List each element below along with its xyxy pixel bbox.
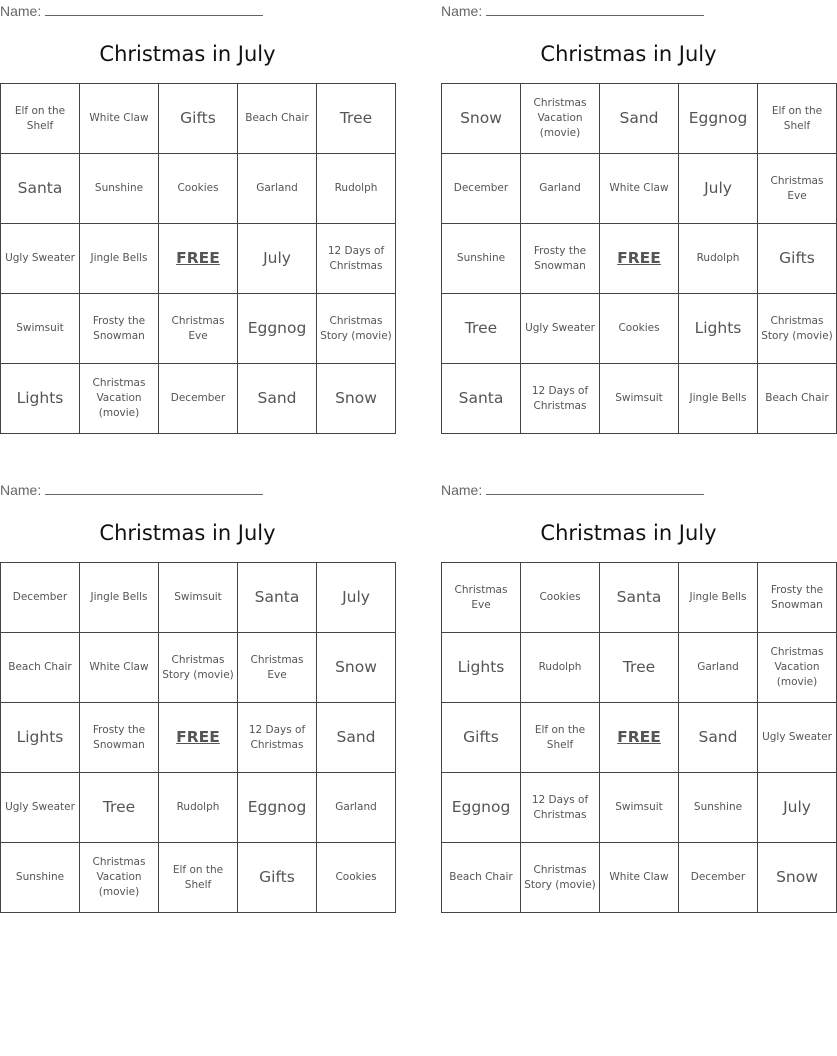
bingo-cell[interactable]: Lights: [679, 294, 758, 364]
name-field: [0, 481, 263, 498]
bingo-cell[interactable]: Ugly Sweater: [758, 703, 837, 773]
bingo-cell[interactable]: Jingle Bells: [80, 563, 159, 633]
bingo-cell[interactable]: December: [679, 843, 758, 913]
bingo-cell[interactable]: Sand: [238, 364, 317, 434]
bingo-cell[interactable]: Eggnog: [238, 294, 317, 364]
bingo-cell[interactable]: Santa: [442, 364, 521, 434]
bingo-card-2: [441, 0, 833, 434]
free-space-cell[interactable]: FREE: [159, 703, 238, 773]
bingo-cell[interactable]: Gifts: [159, 84, 238, 154]
bingo-cell[interactable]: Santa: [600, 563, 679, 633]
bingo-cell[interactable]: Sunshine: [442, 224, 521, 294]
name-label: Name:: [441, 3, 483, 19]
bingo-cell[interactable]: December: [442, 154, 521, 224]
bingo-cell[interactable]: Gifts: [442, 703, 521, 773]
bingo-row: [1, 224, 396, 294]
bingo-row: [1, 773, 396, 843]
bingo-grid: [441, 562, 837, 913]
bingo-row: [1, 364, 396, 434]
bingo-cell[interactable]: July: [679, 154, 758, 224]
bingo-cell[interactable]: Christmas Vacation (movie): [80, 843, 159, 913]
bingo-cell[interactable]: Garland: [679, 633, 758, 703]
bingo-cell[interactable]: Sand: [600, 84, 679, 154]
bingo-cell[interactable]: Jingle Bells: [679, 563, 758, 633]
bingo-cell[interactable]: Christmas Vacation (movie): [758, 633, 837, 703]
bingo-cell[interactable]: Rudolph: [159, 773, 238, 843]
bingo-cell[interactable]: Sunshine: [80, 154, 159, 224]
bingo-cell[interactable]: Cookies: [159, 154, 238, 224]
bingo-row: [442, 84, 837, 154]
name-underline[interactable]: [486, 481, 704, 495]
bingo-cell[interactable]: Santa: [1, 154, 80, 224]
bingo-cell[interactable]: Lights: [1, 703, 80, 773]
bingo-cell[interactable]: Cookies: [317, 843, 396, 913]
bingo-card-1: [0, 0, 392, 434]
name-underline[interactable]: [486, 2, 704, 16]
name-label: Name:: [0, 482, 42, 498]
bingo-row: [1, 563, 396, 633]
bingo-cell[interactable]: Sunshine: [1, 843, 80, 913]
bingo-cell[interactable]: Frosty the Snowman: [80, 294, 159, 364]
bingo-row: [442, 364, 837, 434]
bingo-row: [1, 294, 396, 364]
bingo-cell[interactable]: White Claw: [80, 84, 159, 154]
card-title: Christmas in July: [540, 521, 717, 545]
bingo-cell[interactable]: White Claw: [600, 843, 679, 913]
bingo-cell[interactable]: Swimsuit: [159, 563, 238, 633]
bingo-cell[interactable]: July: [317, 563, 396, 633]
bingo-row: [442, 154, 837, 224]
bingo-row: [442, 633, 837, 703]
bingo-row: [442, 773, 837, 843]
bingo-cell[interactable]: Gifts: [238, 843, 317, 913]
bingo-cell[interactable]: Garland: [521, 154, 600, 224]
bingo-cell[interactable]: Beach Chair: [758, 364, 837, 434]
bingo-cell[interactable]: Garland: [317, 773, 396, 843]
bingo-cell[interactable]: Christmas Story (movie): [521, 843, 600, 913]
bingo-cell[interactable]: Cookies: [600, 294, 679, 364]
bingo-cell[interactable]: 12 Days of Christmas: [238, 703, 317, 773]
bingo-cell[interactable]: Sand: [317, 703, 396, 773]
bingo-cell[interactable]: Swimsuit: [600, 773, 679, 843]
bingo-cell[interactable]: Beach Chair: [1, 633, 80, 703]
bingo-cell[interactable]: Frosty the Snowman: [758, 563, 837, 633]
bingo-cell[interactable]: Eggnog: [442, 773, 521, 843]
free-space-cell[interactable]: FREE: [600, 703, 679, 773]
bingo-cell[interactable]: Lights: [1, 364, 80, 434]
bingo-cell[interactable]: July: [758, 773, 837, 843]
free-space-cell[interactable]: FREE: [600, 224, 679, 294]
bingo-cell[interactable]: Rudolph: [317, 154, 396, 224]
name-underline[interactable]: [45, 481, 263, 495]
bingo-cell[interactable]: Frosty the Snowman: [521, 224, 600, 294]
bingo-row: [442, 224, 837, 294]
name-label: Name:: [0, 3, 42, 19]
bingo-cell[interactable]: Gifts: [758, 224, 837, 294]
bingo-row: [442, 843, 837, 913]
bingo-cell[interactable]: White Claw: [600, 154, 679, 224]
bingo-cell[interactable]: Ugly Sweater: [1, 224, 80, 294]
bingo-cell[interactable]: Eggnog: [679, 84, 758, 154]
bingo-cell[interactable]: Ugly Sweater: [521, 294, 600, 364]
bingo-cell[interactable]: Christmas Eve: [758, 154, 837, 224]
bingo-cell[interactable]: Tree: [600, 633, 679, 703]
bingo-row: [1, 154, 396, 224]
bingo-cell[interactable]: Christmas Eve: [159, 294, 238, 364]
bingo-cell[interactable]: Swimsuit: [600, 364, 679, 434]
bingo-cell[interactable]: Christmas Story (movie): [317, 294, 396, 364]
bingo-cell[interactable]: Tree: [442, 294, 521, 364]
bingo-cell[interactable]: Eggnog: [238, 773, 317, 843]
bingo-row: [1, 703, 396, 773]
bingo-cell[interactable]: July: [238, 224, 317, 294]
bingo-cell[interactable]: Elf on the Shelf: [159, 843, 238, 913]
bingo-row: [1, 633, 396, 703]
bingo-cell[interactable]: Christmas Story (movie): [159, 633, 238, 703]
name-field: [0, 2, 263, 19]
bingo-cell[interactable]: Christmas Eve: [238, 633, 317, 703]
bingo-cell[interactable]: Jingle Bells: [679, 364, 758, 434]
card-title: Christmas in July: [99, 521, 276, 545]
bingo-row: [1, 843, 396, 913]
bingo-cell[interactable]: December: [1, 563, 80, 633]
bingo-grid: [0, 83, 396, 434]
bingo-cell[interactable]: Snow: [442, 84, 521, 154]
bingo-cell[interactable]: 12 Days of Christmas: [521, 364, 600, 434]
bingo-row: [442, 703, 837, 773]
bingo-cell[interactable]: Rudolph: [521, 633, 600, 703]
bingo-row: [442, 563, 837, 633]
bingo-cell[interactable]: Tree: [80, 773, 159, 843]
bingo-cell[interactable]: Lights: [442, 633, 521, 703]
bingo-cell[interactable]: Frosty the Snowman: [80, 703, 159, 773]
name-field: [441, 481, 704, 498]
bingo-card-3: [0, 479, 375, 913]
bingo-cell[interactable]: Jingle Bells: [80, 224, 159, 294]
card-title: Christmas in July: [540, 42, 717, 66]
bingo-grid: [441, 83, 837, 434]
bingo-cell[interactable]: Elf on the Shelf: [758, 84, 837, 154]
bingo-card-4: [441, 479, 832, 913]
bingo-cell[interactable]: Christmas Vacation (movie): [521, 84, 600, 154]
bingo-cell[interactable]: Elf on the Shelf: [1, 84, 80, 154]
bingo-cell[interactable]: Snow: [758, 843, 837, 913]
bingo-cell[interactable]: Snow: [317, 633, 396, 703]
bingo-cell[interactable]: Garland: [238, 154, 317, 224]
bingo-cell[interactable]: Christmas Vacation (movie): [80, 364, 159, 434]
bingo-cell[interactable]: Christmas Story (movie): [758, 294, 837, 364]
bingo-cell[interactable]: December: [159, 364, 238, 434]
bingo-cell[interactable]: Snow: [317, 364, 396, 434]
bingo-cell[interactable]: Swimsuit: [1, 294, 80, 364]
bingo-cell[interactable]: Christmas Eve: [442, 563, 521, 633]
bingo-cell[interactable]: Santa: [238, 563, 317, 633]
bingo-cell[interactable]: 12 Days of Christmas: [317, 224, 396, 294]
bingo-cell[interactable]: Ugly Sweater: [1, 773, 80, 843]
bingo-cell[interactable]: Tree: [317, 84, 396, 154]
card-title: Christmas in July: [99, 42, 276, 66]
bingo-cell[interactable]: Elf on the Shelf: [521, 703, 600, 773]
bingo-row: [442, 294, 837, 364]
bingo-cell[interactable]: Beach Chair: [238, 84, 317, 154]
free-space-cell[interactable]: FREE: [159, 224, 238, 294]
bingo-cell[interactable]: Cookies: [521, 563, 600, 633]
name-label: Name:: [441, 482, 483, 498]
name-underline[interactable]: [45, 2, 263, 16]
bingo-cell[interactable]: Beach Chair: [442, 843, 521, 913]
bingo-cell[interactable]: White Claw: [80, 633, 159, 703]
bingo-grid: [0, 562, 396, 913]
bingo-cell[interactable]: Rudolph: [679, 224, 758, 294]
bingo-cell[interactable]: Sunshine: [679, 773, 758, 843]
bingo-row: [1, 84, 396, 154]
bingo-cell[interactable]: Sand: [679, 703, 758, 773]
name-field: [441, 2, 704, 19]
bingo-cell[interactable]: 12 Days of Christmas: [521, 773, 600, 843]
